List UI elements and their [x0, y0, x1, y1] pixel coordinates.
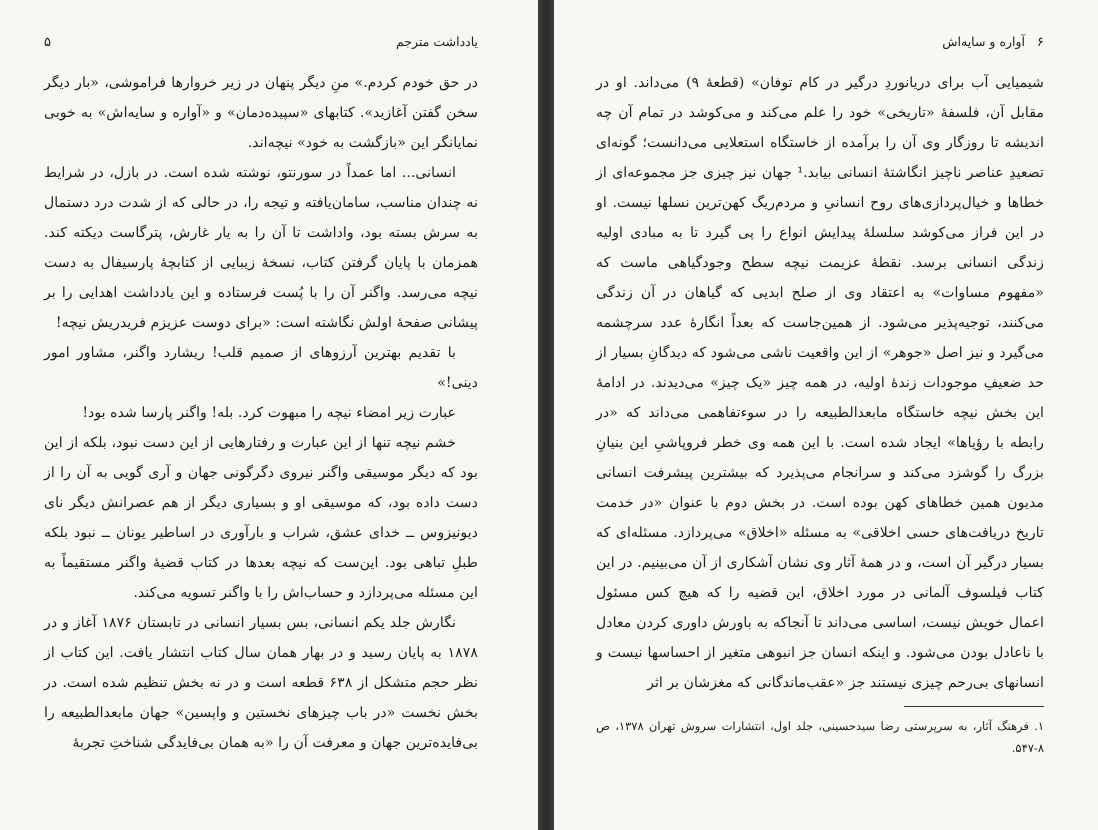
paragraph: شیمیایی آب برای دریانوردِ درگیر در کام توفان» (قطعهٔ ۹) می‌داند. او در مقابل آن، فلسفهٔ «تاریخی» خود را علم می‌کند و می‌کوشد در تمام آن چه اندیشه تا روزگار وی آن را برآمده از خاستگاه استعلایی می‌دانست؛ گونه‌ای تصعیدِ عناصر ناچیز انگاشتهٔ انسانی بیابد.¹ جهان نیز چیزی جز مجموعه‌ای از خطاها و خیال‌پردازی‌های روح انسانیِ و مردم‌ریگ کهن‌ترین نسلها نیست. او در این فراز می‌کوشد سلسلهٔ پیدایش انواع را پی گیرد تا به مبادی اولیه زندگی انسانی برسد. نقطهٔ عزیمت نیچه سطح وجودگیاهی ماست که «مفهوم مساوات» به اعتقاد وی از صلح ابدیی که گیاهان در آن زندگی می‌کنند، توجیه‌پذیر می‌شود. از همین‌جاست که بعداً انگارهٔ عدد سرچشمه می‌گیرد و نیز اصل «جوهر» از این واقعیت ناشی می‌شود که دیدگانِ بسیار از حد ضعیفِ موجودات زندهٔ اولیه، در همه چیز «یک چیز» می‌دیدند. در ادامهٔ این بخش نیچه خاستگاه مابعدالطبیعه را در سوءتفاهمی می‌داند که «در رابطه با رؤیاها» ایجاد شده است. با این همه وی خطر فروپاشیِ این بنیانِ بزرگ را گوشزد می‌کند و سرانجام می‌پذیرد که بیشترین پیشرفت انسانی مدیون همین خطاهای کهن بوده است. در بخش دوم با عنوان «در خدمت تاریخ دریافت‌های حسی اخلاقی» به مسئله «اخلاق» می‌پردازد. مسئله‌ای که بسیار درگیر آن است، و در همهٔ آثار وی نشان آشکاری از آن می‌بینیم. در این کتاب فیلسوف آلمانی در مورد اخلاق، این قضیه را که هیچ کس مسئول اعمال خویش نیست، اساسی می‌داند تا آنجاکه به باورش داوری کردن معادل با ناعادل بودن می‌شود. و اینکه انسان جز انبوهی متغیر از احساسها نیست و انسانهای بی‌رحم چیزی نیستند جز «عقب‌ماندگانی که مغزشان بر اثر: [596, 75, 1044, 691]
footnote: ۱. فرهنگ آثار، به سرپرستی رضا سیدحسینی، جلد اول، انتشارات سروش تهران ۱۳۷۸، ص ۸-۵۴۷.: [596, 719, 1044, 755]
paragraph: عبارت زیر امضاء نیچه را مبهوت کرد. بله! واگنر پارسا شده بود!: [82, 405, 456, 421]
right-page-body: [596, 68, 1044, 698]
left-running-title: یادداشت مترجم: [395, 34, 478, 49]
right-page-header: [596, 34, 1044, 54]
left-page-body: [44, 68, 478, 758]
paragraph: با تقدیم بهترین آرزوهای از صمیم قلب! ریشارد واگنر، مشاور امور دینی!»: [44, 345, 478, 391]
book-spine-gutter: [538, 0, 554, 830]
paragraph: خشم نیچه تنها از این عبارت و رفتارهایی از این دست نبود، بلکه از این بود که دیگر موسیقی واگنر نیروی دگرگونی جهان و آری گویی به آن را از دست داده بود، که موسیقی او و بسیاری دیگر از هم عصرانش دیگر نای دیونیزوس ــ خدای عشق، شراب و بارآوری در اساطیر یونان ــ نبود بلکه طبلِ تباهی بود. این‌ست که نیچه بعدها در کتاب قضیهٔ واگنر مستقیماً به این مسئله می‌پردازد و حساب‌اش را با واگنر تسویه می‌کند.: [44, 435, 478, 601]
right-running-title: آواره و سایه‌اش: [942, 34, 1026, 49]
paragraph: نگارش جلد یکم انسانی، بس بسیار انسانی در تابستان ۱۸۷۶ آغاز و در ۱۸۷۸ به پایان رسید و در بهار همان سال کتاب انتشار یافت. این کتاب از نظر حجم متشکل از ۶۳۸ قطعه است و در نه بخش تنظیم شده است. در بخش نخست «در باب چیزهای نخستین و واپسین» جهان مابعدالطبیعه را بی‌فایده‌ترین جهان و معرفت آن را «به همان بی‌فایدگی شناختِ تجربهٔ: [44, 615, 478, 751]
paragraph: انسانی... اما عمداً در سورنتو، نوشته شده است. در بازل، در شرایط نه چندان مناسب، سامان‌یافته و تیجه را، در حالی که از شدت درد دستمال به سرش بسته بود، واداشت تا آن را به یار غارش، پترگاست دیکته کند. همزمان با پایان گرفتن کتاب، نسخهٔ زیبایی از کتابچهٔ پارسیفال به دست نیچه می‌رسد. واگنر آن را با پُست فرستاده و این یادداشت اهدایی را بر پیشانی صفحهٔ اولش نگاشته است: «برای دوست عزیزم فریدریش نیچه!: [44, 165, 478, 331]
footnote-separator: [904, 706, 1044, 707]
left-page: [0, 0, 538, 830]
right-page-number: ۶: [1037, 35, 1044, 50]
paragraph: در حق خودم کردم.» منِ دیگر پنهان در زیر خروارها فراموشی، «بار دیگر سخن گفتن آغازید». کتابهای «سپیده‌دمان» و «آواره و سایه‌اش» به خوبی نمایانگر این «بازگشت به خود» نیچه‌اند.: [44, 75, 478, 151]
left-page-header: [44, 34, 478, 54]
right-page: [554, 0, 1098, 830]
left-page-number: ۵: [44, 35, 51, 50]
